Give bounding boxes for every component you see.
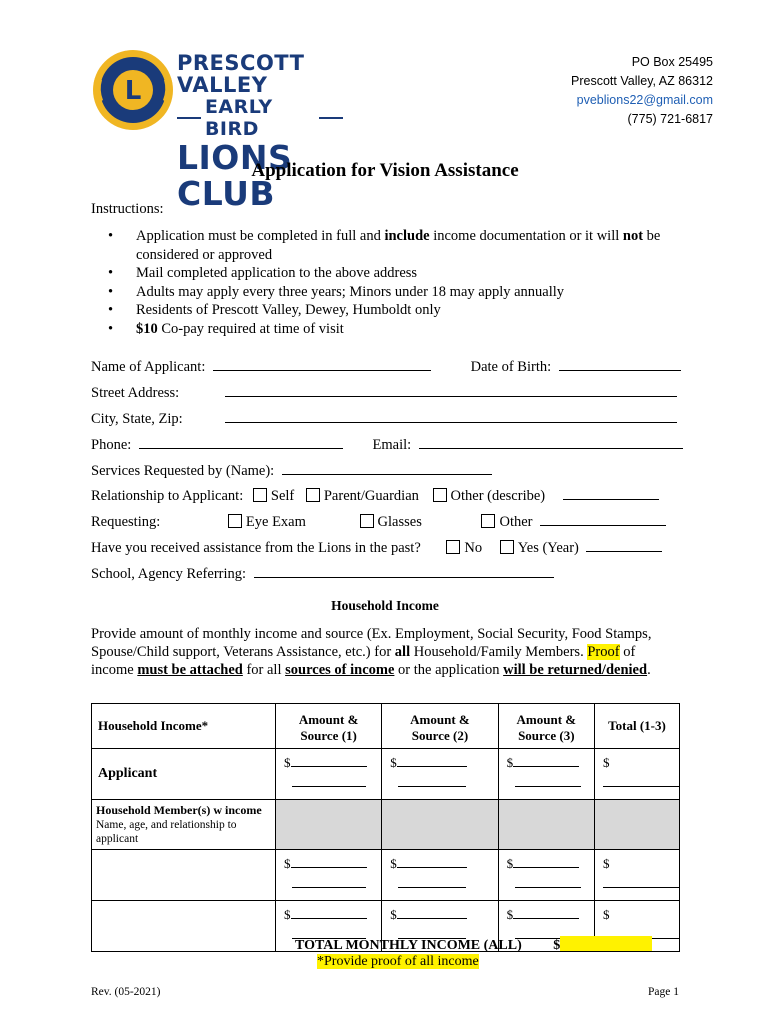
name-label: Name of Applicant: xyxy=(91,359,206,375)
school-label: School, Agency Referring: xyxy=(91,566,247,582)
income-table xyxy=(91,703,680,952)
table-row xyxy=(92,800,680,850)
amount-cell[interactable]: $ xyxy=(382,749,498,800)
svg-text:L: L xyxy=(124,76,142,106)
requesting-label: Requesting: xyxy=(91,514,161,530)
street-label: Street Address: xyxy=(91,385,180,401)
member-name-cell[interactable] xyxy=(92,901,276,952)
member-name-cell[interactable] xyxy=(92,850,276,901)
glasses-label: Glasses xyxy=(377,514,422,530)
amount-cell[interactable]: $ xyxy=(276,850,382,901)
amount-cell[interactable]: $ xyxy=(382,901,498,952)
po-box: PO Box 25495 xyxy=(631,55,713,69)
yes-label: Yes (Year) xyxy=(517,540,579,556)
household-income-instructions: Provide amount of monthly income and source (Ex. Employment, Social Security, Food Stamps, Spouse/Child support, Veterans Assistance, etc.) for all Household/Family Members. Proof of income must be attached for all sources of income or the application will be returned/denied. xyxy=(91,626,652,678)
amount-cell[interactable]: $ xyxy=(498,850,594,901)
instructions-list xyxy=(108,227,678,339)
total-field[interactable] xyxy=(560,936,652,952)
table-row xyxy=(92,749,680,800)
parent-checkbox[interactable] xyxy=(306,488,320,502)
past-assistance-label: Have you received assistance from the Lions in the past? xyxy=(91,540,421,556)
amount-cell[interactable]: $ xyxy=(498,901,594,952)
page-title: Application for Vision Assistance xyxy=(251,160,519,181)
logo-line-3: LIONS CLUB xyxy=(177,138,293,213)
list-item: • Application must be completed in full and include income documentation or it will not be considered or approved xyxy=(108,227,678,264)
other-request-field[interactable] xyxy=(540,512,666,526)
year-field[interactable] xyxy=(586,538,662,552)
city-field[interactable] xyxy=(225,409,677,423)
parent-label: Parent/Guardian xyxy=(323,488,419,504)
dob-field[interactable] xyxy=(559,357,681,371)
street-field[interactable] xyxy=(225,383,677,397)
members-header-cell: Household Member(s) w income Name, age, and relationship to applicant xyxy=(92,800,276,850)
proof-note: *Provide proof of all income xyxy=(317,954,479,969)
other-request-checkbox[interactable] xyxy=(481,514,495,528)
phone-field[interactable] xyxy=(139,435,343,449)
shaded-cell xyxy=(498,800,594,850)
logo-line-2: EARLY BIRD xyxy=(204,96,273,140)
instructions-label: Instructions: xyxy=(91,201,164,217)
col-header-source-1: Amount & Source (1) xyxy=(276,704,382,749)
col-header-total: Total (1-3) xyxy=(594,704,679,749)
eye-exam-label: Eye Exam xyxy=(245,514,306,530)
services-field[interactable] xyxy=(282,461,492,475)
household-income-title: Household Income xyxy=(331,598,439,613)
logo-line-1: PRESCOTT VALLEY xyxy=(177,51,305,97)
yes-checkbox[interactable] xyxy=(500,540,514,554)
phone-number: (775) 721-6817 xyxy=(627,112,713,126)
page-number: Page 1 xyxy=(648,986,679,998)
list-item: • Adults may apply every three years; Minors under 18 may apply annually xyxy=(108,283,678,302)
list-item: • Mail completed application to the above address xyxy=(108,264,678,283)
self-label: Self xyxy=(270,488,295,504)
shaded-cell xyxy=(276,800,382,850)
school-field[interactable] xyxy=(254,564,554,578)
revision-note: Rev. (05-2021) xyxy=(91,986,161,998)
amount-cell[interactable]: $ xyxy=(382,850,498,901)
amount-cell[interactable]: $ xyxy=(276,901,382,952)
email-link[interactable]: pveblions22@gmail.com xyxy=(576,93,713,107)
city-state-zip: Prescott Valley, AZ 86312 xyxy=(571,74,713,88)
eye-exam-checkbox[interactable] xyxy=(228,514,242,528)
total-cell[interactable]: $ xyxy=(594,901,679,952)
name-field[interactable] xyxy=(213,357,431,371)
table-row xyxy=(92,850,680,901)
shaded-cell xyxy=(382,800,498,850)
other-request-label: Other xyxy=(499,514,533,530)
total-cell[interactable]: $ xyxy=(594,749,679,800)
glasses-checkbox[interactable] xyxy=(360,514,374,528)
shaded-cell xyxy=(594,800,679,850)
col-header-source-3: Amount & Source (3) xyxy=(498,704,594,749)
relationship-label: Relationship to Applicant: xyxy=(91,488,244,504)
no-label: No xyxy=(464,540,483,556)
other-relationship-field[interactable] xyxy=(563,486,659,500)
total-dollar: $ xyxy=(553,938,561,953)
dob-label: Date of Birth: xyxy=(470,359,552,375)
col-header-household: Household Income* xyxy=(92,704,276,749)
list-item: • $10 Co-pay required at time of visit xyxy=(108,320,678,339)
city-label: City, State, Zip: xyxy=(91,411,183,427)
lions-emblem-icon xyxy=(91,48,175,132)
other-relationship-label: Other (describe) xyxy=(450,488,546,504)
email-label: Email: xyxy=(372,437,412,453)
contact-address xyxy=(571,53,713,129)
total-label: TOTAL MONTHLY INCOME (ALL) xyxy=(295,938,522,953)
list-item: • Residents of Prescott Valley, Dewey, Humboldt only xyxy=(108,301,678,320)
amount-cell[interactable]: $ xyxy=(276,749,382,800)
applicant-cell: Applicant xyxy=(92,749,276,800)
other-relationship-checkbox[interactable] xyxy=(433,488,447,502)
col-header-source-2: Amount & Source (2) xyxy=(382,704,498,749)
amount-cell[interactable]: $ xyxy=(498,749,594,800)
self-checkbox[interactable] xyxy=(253,488,267,502)
phone-label: Phone: xyxy=(91,437,132,453)
no-checkbox[interactable] xyxy=(446,540,460,554)
total-cell[interactable]: $ xyxy=(594,850,679,901)
services-label: Services Requested by (Name): xyxy=(91,463,275,479)
email-field[interactable] xyxy=(419,435,683,449)
total-monthly-income xyxy=(295,936,652,954)
